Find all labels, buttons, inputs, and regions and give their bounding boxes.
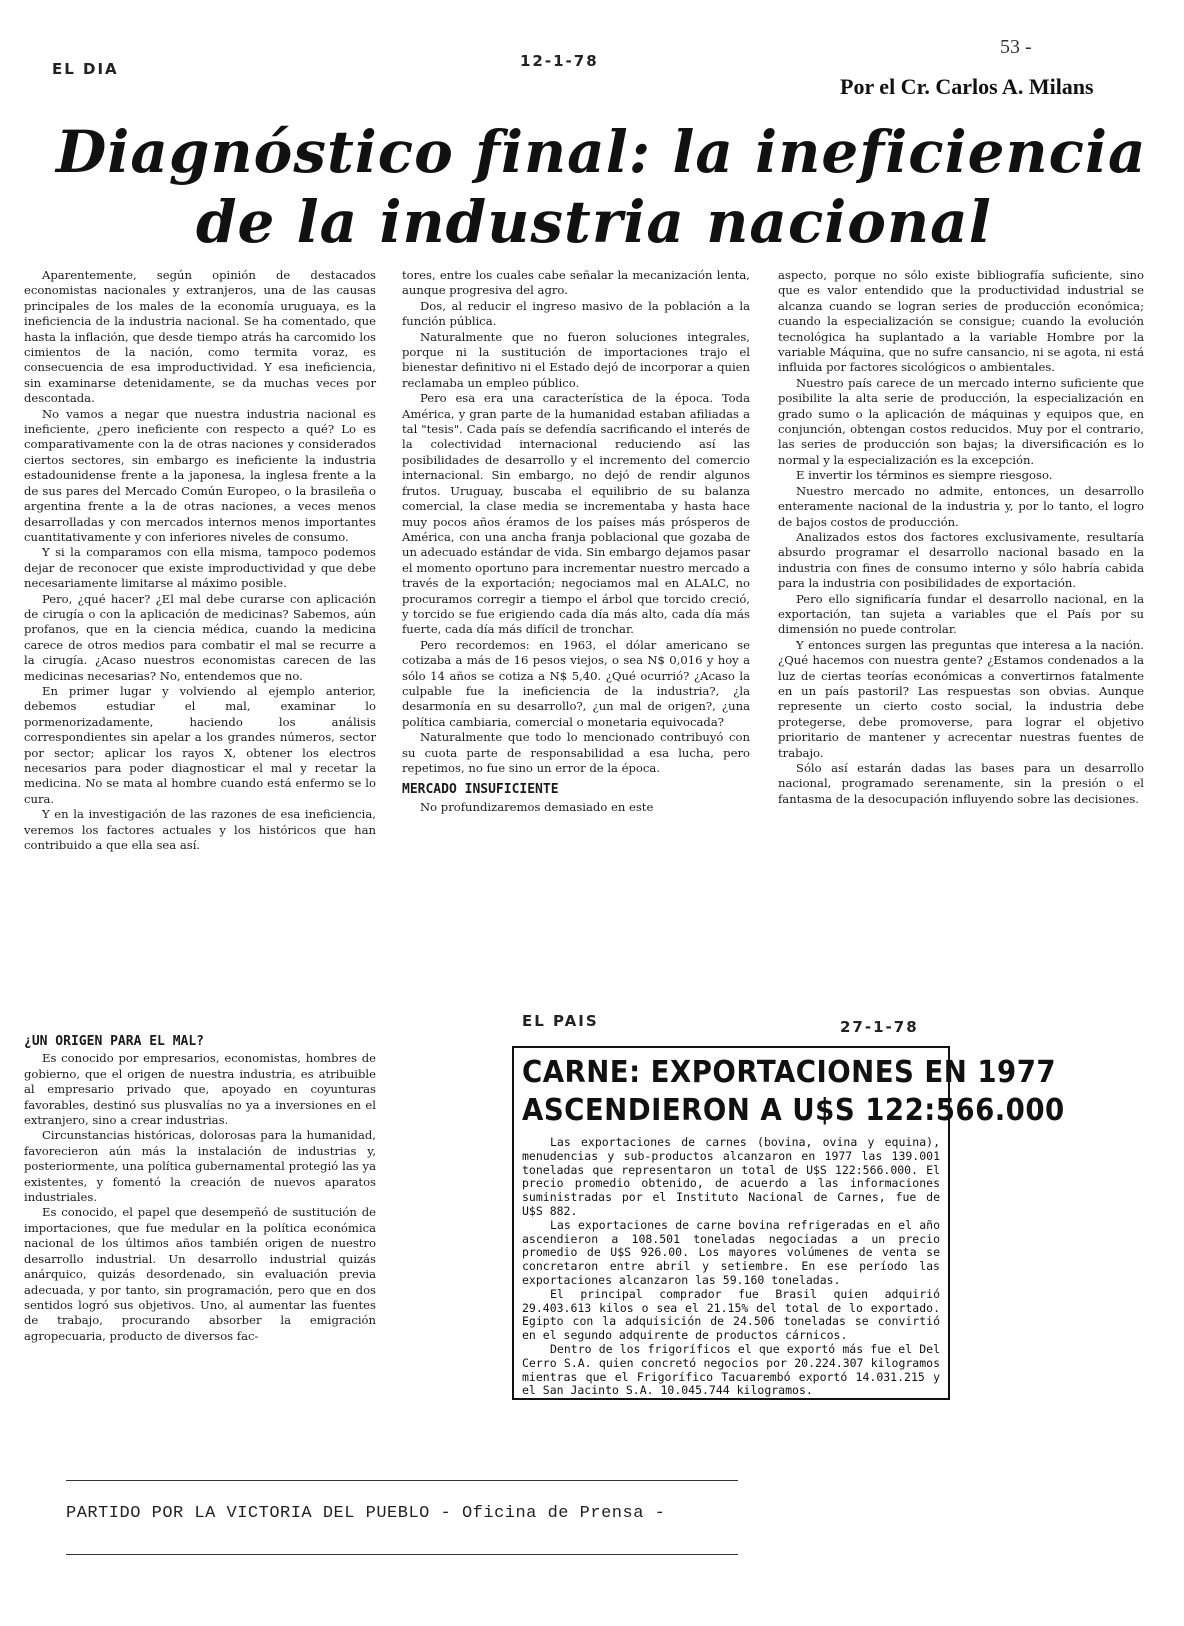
paragraph: aspecto, porque no sólo existe bibliografía suficiente, sino que es valor entendido que la productividad industrial se alcanza cuando se logran series de producción económica; cuando la especialización se consigue; cuando la evolución tecnológica ha suplantado a la variable Hombre por la variable Máquina, que no sufre cansancio, ni se agota, ni está influida por factores sicológicos o ambientales. xyxy=(778,268,1144,375)
paragraph: Pero recordemos: en 1963, el dólar americano se cotizaba a más de 16 pesos viejos, o sea N$ 0,016 y hoy a sólo 14 años se cotiza a N$ 5,40. ¿Qué ocurrió? ¿Acaso la culpable fue la ineficiencia de la industria?, ¿la desarmonía en su desarrollo?, ¿un mal de origen?, ¿una política cambiaria, comercial o monetaria equivocada? xyxy=(402,637,750,729)
paragraph: Y si la comparamos con ella misma, tampoco podemos dejar de reconocer que existe improductividad y que debe necesariamente limitarse al máximo posible. xyxy=(24,545,376,591)
paragraph: E invertir los términos es siempre riesgoso. xyxy=(796,468,1053,483)
paragraph: Dos, al reducir el ingreso masivo de la población a la función pública. xyxy=(402,298,750,329)
paragraph: Nuestro mercado no admite, entonces, un desarrollo enteramente nacional de la industria y, por lo tanto, el logro de bajos costos de producción. xyxy=(778,483,1144,529)
clipping-headline-line2: ASCENDIERON A U$S 122:566.000 xyxy=(522,1093,1065,1128)
byline: Por el Cr. Carlos A. Milans xyxy=(840,74,1094,99)
footer-office-text: PARTIDO POR LA VICTORIA DEL PUEBLO - Oficina de Prensa - xyxy=(66,1504,666,1523)
paragraph: Pero, ¿qué hacer? ¿El mal debe curarse con aplicación de cirugía o con la aplicación de medicinas? Sabemos, aún profanos, que en la ciencia médica, cuando la medicina carece de otros medios para combatir el mal se recurre a la cirugía. ¿Acaso nuestros economistas carecen de las medicinas necesarias? No, entendemos que no. xyxy=(24,591,376,683)
article-date: 12-1-78 xyxy=(520,52,599,70)
article-column-1-continued xyxy=(24,1028,376,1344)
paragraph: Nuestro país carece de un mercado interno suficiente que posibilite la alta serie de producción, la especialización en grado sumo o la aplicación de máquinas y equipos que, en conjunción, obtengan costos reducidos. Muy por el contrario, las series de producción son bajas; la diversificación es lo normal y la especialización es la excepción. xyxy=(778,375,1144,467)
paragraph: Naturalmente que no fueron soluciones integrales, porque ni la sustitución de importaciones trajo el bienestar definitivo ni el Estado dejó de incorporar a quien reclamaba un empleo público. xyxy=(402,329,750,390)
paragraph: En primer lugar y volviendo al ejemplo anterior, debemos estudiar el mal, examinar lo pormenorizadamente, haciendo los análisis correspondientes sin apelar a los grandes números, sector por sector; aplicar los rayos X, obtener los electros necesarios para poder diagnosticar el mal y recetar la medicina. No se mata al hombre cuando está enfermo se lo cura. xyxy=(24,683,376,806)
article-title-line1: Diagnóstico final: la ineficiencia xyxy=(56,118,1147,186)
paragraph: Sólo así estarán dadas las bases para un desarrollo nacional, programado serenamente, sin la presión o el fantasma de la desocupación influyendo sobre las decisiones. xyxy=(778,761,1144,806)
section-subhead-market: MERCADO INSUFICIENTE xyxy=(402,782,559,798)
footer-rule-bottom xyxy=(66,1554,738,1555)
section-subhead-origin: ¿UN ORIGEN PARA EL MAL? xyxy=(24,1034,205,1049)
article-title-line2: de la industria nacional xyxy=(196,188,992,256)
clipping-date: 27-1-78 xyxy=(840,1018,919,1036)
paragraph: Es conocido por empresarios, economistas, hombres de gobierno, que el origen de nuestra industria, es atribuible al empresario privado que, apoyado en coyunturas favorables, destinó sus plusvalías no ya a inversiones en el extranjero, sino a crear industrias. xyxy=(24,1051,376,1128)
paragraph: tores, entre los cuales cabe señalar la mecanización lenta, aunque progresiva del agro. xyxy=(402,268,750,298)
paragraph: Y en la investigación de las razones de esa ineficiencia, veremos los factores actuales y los históricos que han contribuido a que ella sea así. xyxy=(24,807,376,853)
paragraph: Pero esa era una característica de la época. Toda América, y gran parte de la humanidad estaban afiliadas a tal "tesis". Cada país se defendía sacrificando el interés de la colectividad internacional reduciendo así las posibilidades de desarrollo y el incremento del comercio internacional. Sin embargo, no dejó de rendir algunos frutos. Uruguay, buscaba el equilibrio de su balanza comercial, la clase media se incrementaba y hasta hace muy pocos años éramos de los países más prósperos de América, con una ancha franja poblacional que gozaba de un adecuado estándar de vida. Sin embargo dejamos pasar el momento oportuno para incrementar nuestro mercado a través de la exportación; negociamos mal en ALALC, no procuramos corregir a tiempo el árbol que torcido creció, y torcido se fue erigiendo cada día más alto, cada día más fuerte, cada día más difícil de tronchar. xyxy=(402,391,750,637)
paragraph: El principal comprador fue Brasil quien adquirió 29.403.613 kilos o sea el 21.15% del total de lo exportado. Egipto con la adquisición de 24.506 toneladas se convirtió en el segundo adquirente de productos cárnicos. xyxy=(522,1286,940,1343)
paragraph: No profundizaremos demasiado en este xyxy=(420,799,654,814)
article-column-2 xyxy=(402,268,750,815)
paragraph: Y entonces surgen las preguntas que interesa a la nación. ¿Qué hacemos con nuestra gente? ¿Estamos condenados a la luz de ciertas teorías económicas a convertirnos fatalmente en un país pastoril? Las respuestas son obvias. Aunque represente un cierto costo social, la industria debe protegerse, debe promoverse, para lograr el objetivo prioritario de mantener y acrecentar nuestras fuentes de trabajo. xyxy=(778,637,1144,760)
meat-exports-clipping xyxy=(512,1046,1065,1400)
article-column-3 xyxy=(778,268,1144,807)
paragraph: Es conocido, el papel que desempeñó de sustitución de importaciones, que fue medular en la política económica nacional de los últimos años también origen de nuestro desarrollo industrial. Un desarrollo industrial quizás anárquico, quizás desordenado, sin evaluación previa adecuada, y por tanto, sin programación, pero que en dos sentidos logró sus objetivos. Uno, al aumentar las fuentes de trabajo, procurando absorber la emigración agropecuaria, producto de diversos fac- xyxy=(24,1205,376,1343)
paragraph: Analizados estos dos factores exclusivamente, resultaría absurdo programar el desarrollo nacional basado en la industria con fines de consumo interno y sólo habría cabida para la industria con posibilidades de exportación. xyxy=(778,529,1144,591)
clipping-body xyxy=(522,1136,940,1398)
paragraph: Las exportaciones de carne bovina refrigeradas en el año ascendieron a 108.501 toneladas negociadas a un precio promedio de U$S 926.00. Los mayores volúmenes de venta se concretaron entre abril y setiembre. En ese período las exportaciones alcanzaron las 59.160 toneladas. xyxy=(522,1217,940,1287)
newspaper-name-el-pais: EL PAIS xyxy=(522,1012,599,1030)
clipping-headline-line1: CARNE: EXPORTACIONES EN 1977 xyxy=(522,1055,1057,1090)
paragraph: No vamos a negar que nuestra industria nacional es ineficiente, ¿pero ineficiente con respecto a qué? Lo es comparativamente con la de otras naciones y considerados ciertos sectores, sin embargo es ineficiente la industria estadounidense frente a la japonesa, la inglesa frente a la de sus pares del Mercado Común Europeo, o la brasileña o argentina frente a la de otras naciones, a veces menos desarrolladas y con mercados internos menos importantes cuantitativamente y con inferiores niveles de consumo. xyxy=(24,406,376,544)
newspaper-name-el-dia: EL DIA xyxy=(52,60,119,78)
footer-rule-top xyxy=(66,1480,738,1481)
paragraph: Circunstancias históricas, dolorosas para la humanidad, favorecieron aún más la instalación de industrias y, posteriormente, una política gubernamental protegió las ya existentes, y fomentó la creación de nuevos aparatos industriales. xyxy=(24,1128,376,1205)
article-column-1 xyxy=(24,268,376,853)
paragraph: Naturalmente que todo lo mencionado contribuyó con su cuota parte de responsabilidad a esa lucha, pero repetimos, no fue sino un error de la época. xyxy=(402,730,750,775)
paragraph: Dentro de los frigoríficos el que exportó más fue el Del Cerro S.A. quien concretó negocios por 20.224.307 kilogramos mientras que el Frigorífico Tacuarembó exportó 14.031.215 y el San Jacinto S.A. 10.045.744 kilogramos. xyxy=(522,1341,940,1398)
paragraph: Las exportaciones de carnes (bovina, ovina y equina), menudencias y sub-productos alcanzaron en 1977 las 139.001 toneladas que representaron un total de U$S 122:566.000. El precio promedio obtenido, de acuerdo a las informaciones suministradas por el Instituto Nacional de Carnes, fue de U$S 882. xyxy=(522,1135,940,1218)
paragraph: Pero ello significaría fundar el desarrollo nacional, en la exportación, tan sujeta a variables que el País por su dimensión no puede controlar. xyxy=(778,591,1144,637)
page-number: 53 - xyxy=(1000,36,1032,58)
paragraph: Aparentemente, según opinión de destacados economistas nacionales y extranjeros, una de las causas principales de los males de la economía uruguaya, es la ineficiencia de la industria nacional. Se ha comentado, que hasta la inflación, que desde tiempo atrás ha carcomido los cimientos de la nación, como termita voraz, es consecuencia de esa improductividad. Y esa ineficiencia, sin examinarse detenidamente, se da muchas veces por descontada. xyxy=(24,268,376,406)
